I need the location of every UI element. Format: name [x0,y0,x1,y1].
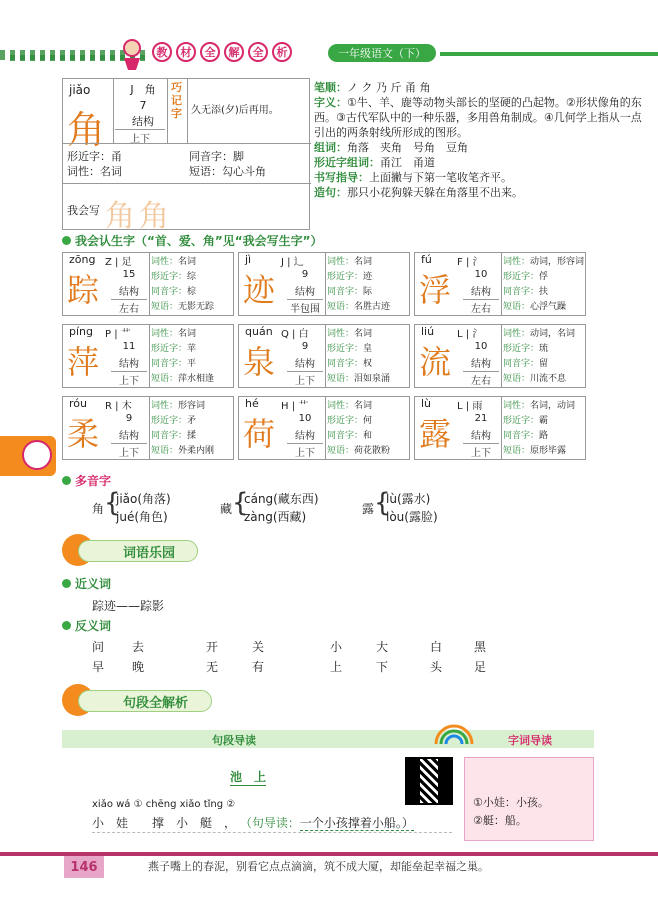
poly-char: 角 [92,502,105,516]
card-info: 词性：形容词 形近字：矛 同音字：揉 短语：外柔内刚 [151,401,215,456]
card-index: F | 氵 [457,257,483,268]
paragraph-heading: 句段全解析 [78,690,212,712]
card-index: Z | 足 [105,257,132,268]
main-strokes: 7 [139,99,147,112]
card-info: 词性：名词 形近字：皇 同音字：权 短语：泪如泉涌 [327,329,391,384]
card-divider [501,397,502,459]
card-char: 流 [419,343,452,381]
card-pinyin: quán [245,325,273,338]
guide-band: 句段导读 字词导读 [62,730,594,748]
bullet-icon [62,476,71,485]
antonym-char: 大 [376,640,389,654]
antonym-char: 关 [252,640,265,654]
gloss-box [464,757,594,841]
card-structure-label: 结构 [471,431,491,442]
poly-reading: jué(角色) [116,510,168,524]
stroke-order: ノ ク 乃 斤 甬 角 [347,81,431,94]
brace-icon: { [374,488,391,518]
card-index: R | 木 [105,401,132,412]
title-char: 析 [272,42,292,62]
card-index: L | 氵 [457,329,483,340]
card-info: 词性：动词，形容词 形近字：俘 同音字：扶 短语：心浮气躁 [503,257,585,312]
antonym-char: 头 [430,660,443,674]
card-divider [325,325,326,387]
poem-divider [92,832,452,833]
rainbow-icon [432,724,476,744]
char-card [62,324,234,388]
antonym-char: 有 [252,660,265,674]
card-char: 荷 [243,415,276,453]
antonym-char: 晚 [132,660,145,674]
definitions: 笔顺：ノ ク 乃 斤 甬 角 字义：①牛、羊、鹿等动物头部长的坚硬的凸起物。②形状像角的东西。③古代军队中的一种乐器，多用兽角制成。④几何学上指从一点引出的两条射线所形成的图形。 组词：角落 夹角 号角 豆角 形近字组词：甬江 甬道 书写指导：上面撇与下第一笔收笔齐平。 造句：那只小花狗躲天躲在角落里不出来。 [314,81,642,199]
tip-label: 巧记字 [171,81,182,120]
antonym-char: 小 [330,640,343,654]
card-index: Q | 白 [281,329,309,340]
card-structure-label: 结构 [295,287,315,298]
poly-char: 藏 [220,502,233,516]
poly-reading: lòu(露脸) [386,510,438,524]
card-strokes: 9 [301,269,309,280]
card-index: H | 艹 [281,401,309,412]
card-pinyin: hé [245,397,259,410]
brace-icon: { [232,488,249,518]
card-strokes: 11 [122,341,136,352]
card-info: 词性：名词 形近字：苹 同音字：平 短语：萍水相逢 [151,329,215,384]
card-structure-label: 结构 [295,359,315,370]
card-char: 浮 [419,271,452,309]
card-strokes: 10 [474,269,488,280]
antonym-char: 黑 [474,640,487,654]
card-divider [501,253,502,315]
sentence-text: 那只小花狗躲天躲在角落里不出来。 [347,186,523,199]
antonym-heading: 反义词 [62,617,111,634]
synonym-heading: 近义词 [62,575,111,592]
title-char: 教 [152,42,172,62]
card-strokes: 9 [125,413,133,424]
row-pos: 词性：名词 短语：勾心斗角 [67,165,266,178]
main-pinyin: jiǎo [69,83,91,97]
words-text: 角落 夹角 号角 豆角 [347,141,468,154]
card-structure-label: 结构 [295,431,315,442]
card-info: 词性：名词 形近字：何 同音字：和 短语：荷花散粉 [327,401,391,456]
mascot-face-icon [22,440,52,470]
write-practice-chars: 角角 [105,199,173,234]
bullet-icon [62,579,71,588]
card-pinyin: fú [421,253,432,266]
card-strokes: 10 [474,341,488,352]
antonym-char: 早 [92,660,105,674]
meaning-text: ①牛、羊、鹿等动物头部长的坚硬的凸起物。②形状像角的东西。③古代军队中的一种乐器，多用兽角制成。④几何学上指从一点引出的两条射线所形成的图形。 [314,96,642,139]
side-tab [0,436,56,476]
card-structure-label: 结构 [119,359,139,370]
gloss-item: ①小娃：小孩。 [473,796,549,809]
write-tip-text: 上面撇与下第一笔收笔齐平。 [369,171,512,184]
recognize-heading: 我会认生字（“首、爱、角”见“我会写生字”） [62,232,323,249]
antonym-char: 问 [92,640,105,654]
card-structure-label: 结构 [119,431,139,442]
tip-text: 久无添(夕)后再用。 [191,105,279,116]
title-char: 全 [200,42,220,62]
title-char: 全 [248,42,268,62]
poly-reading: lù(露水) [386,492,431,506]
card-pinyin: zōng [69,253,96,266]
antonym-char: 开 [206,640,219,654]
card-structure: 左右 [111,299,147,315]
card-divider [325,253,326,315]
page-number: 146 [64,856,104,878]
antonym-char: 白 [430,640,443,654]
poem-line: 小 娃 撑 小 艇 ， （句导读：一个小孩撑着小船。） [92,816,414,830]
char-card [414,252,586,316]
poly-reading: zàng(西藏) [244,510,307,524]
card-char: 露 [419,415,452,453]
qr-code-icon[interactable] [405,757,453,805]
antonym-char: 上 [330,660,343,674]
card-char: 泉 [243,343,276,381]
title-char: 解 [224,42,244,62]
card-structure-label: 结构 [471,287,491,298]
mascot-icon [118,38,146,70]
card-pinyin: liú [421,325,435,338]
char-card [62,396,234,460]
footer-quote: 燕子嘴上的春泥，别看它点点滴滴，筑不成大厦，却能垒起幸福之巢。 [148,860,489,873]
card-char: 踪 [67,271,100,309]
char-card [62,252,234,316]
main-structure-label: 结构 [132,115,154,128]
poly-reading: jiǎo(角落) [116,492,171,506]
poly-heading: 多音字 [62,472,111,489]
card-divider [149,397,150,459]
page-header [0,38,658,72]
card-info: 词性：动词，名词 形近字：琉 同音字：留 短语：川流不息 [503,329,576,384]
card-structure-label: 结构 [119,287,139,298]
brace-icon: { [104,488,121,518]
bullet-icon [62,236,71,245]
card-index: P | 艹 [105,329,131,340]
main-char: 角 [67,108,106,152]
main-char-box [62,78,310,234]
card-strokes: 9 [301,341,309,352]
char-card [238,396,410,460]
char-card [238,324,410,388]
card-divider [501,325,502,387]
bullet-icon [62,621,71,630]
main-index: J 角 [130,83,156,96]
poly-reading: cáng(藏东西) [244,492,319,506]
card-structure-label: 结构 [471,359,491,370]
card-char: 萍 [67,343,100,381]
antonym-char: 下 [376,660,389,674]
row-similar: 形近字：甬 同音字：脚 [63,143,311,167]
card-pinyin: róu [69,397,87,410]
card-divider [325,397,326,459]
card-structure: 上下 [287,371,323,387]
char-card [414,324,586,388]
char-card [414,396,586,460]
poem-pinyin: xiǎo wá ① chēng xiǎo tǐng ② [92,799,236,810]
poem-title: 池 上 [230,770,267,784]
card-index: J | 辶 [281,257,304,268]
antonym-char: 无 [206,660,219,674]
book-title [152,42,292,62]
header-divider [440,52,658,56]
words-fun-heading: 词语乐园 [78,540,198,562]
card-structure: 上下 [287,443,323,459]
card-pinyin: lù [421,397,432,410]
card-structure: 半包围 [287,299,323,315]
card-structure: 左右 [463,299,499,315]
card-structure: 上下 [463,443,499,459]
card-strokes: 21 [474,413,488,424]
card-char: 柔 [67,415,100,453]
card-structure: 上下 [111,371,147,387]
row-write: 我会写 [63,183,311,231]
title-char: 材 [176,42,196,62]
card-divider [149,253,150,315]
card-info: 词性：名词 形近字：综 同音字：棕 短语：无影无踪 [151,257,215,312]
card-structure: 左右 [463,371,499,387]
card-index: L | 雨 [457,401,483,412]
card-pinyin: jì [245,253,252,266]
synonym-text: 踪迹——踪影 [92,599,165,613]
card-char: 迹 [243,271,276,309]
char-card [238,252,410,316]
antonym-char: 去 [132,640,145,654]
gloss-item: ②艇：船。 [473,814,527,827]
card-strokes: 15 [122,269,136,280]
card-structure: 上下 [111,443,147,459]
card-info: 词性：名词，动词 形近字：霸 同音字：路 短语：原形毕露 [503,401,576,456]
card-divider [149,325,150,387]
grade-label: 一年级语文（下） [328,44,436,62]
card-pinyin: píng [69,325,93,338]
main-structure: 上下 [115,129,165,145]
antonym-char: 足 [474,660,487,674]
card-strokes: 10 [298,413,312,424]
similar-words-text: 甬江 甬道 [380,156,435,169]
card-info: 词性：名词 形近字：迹 同音字：际 短语：名胜古迹 [327,257,391,312]
poly-char: 露 [362,502,375,516]
